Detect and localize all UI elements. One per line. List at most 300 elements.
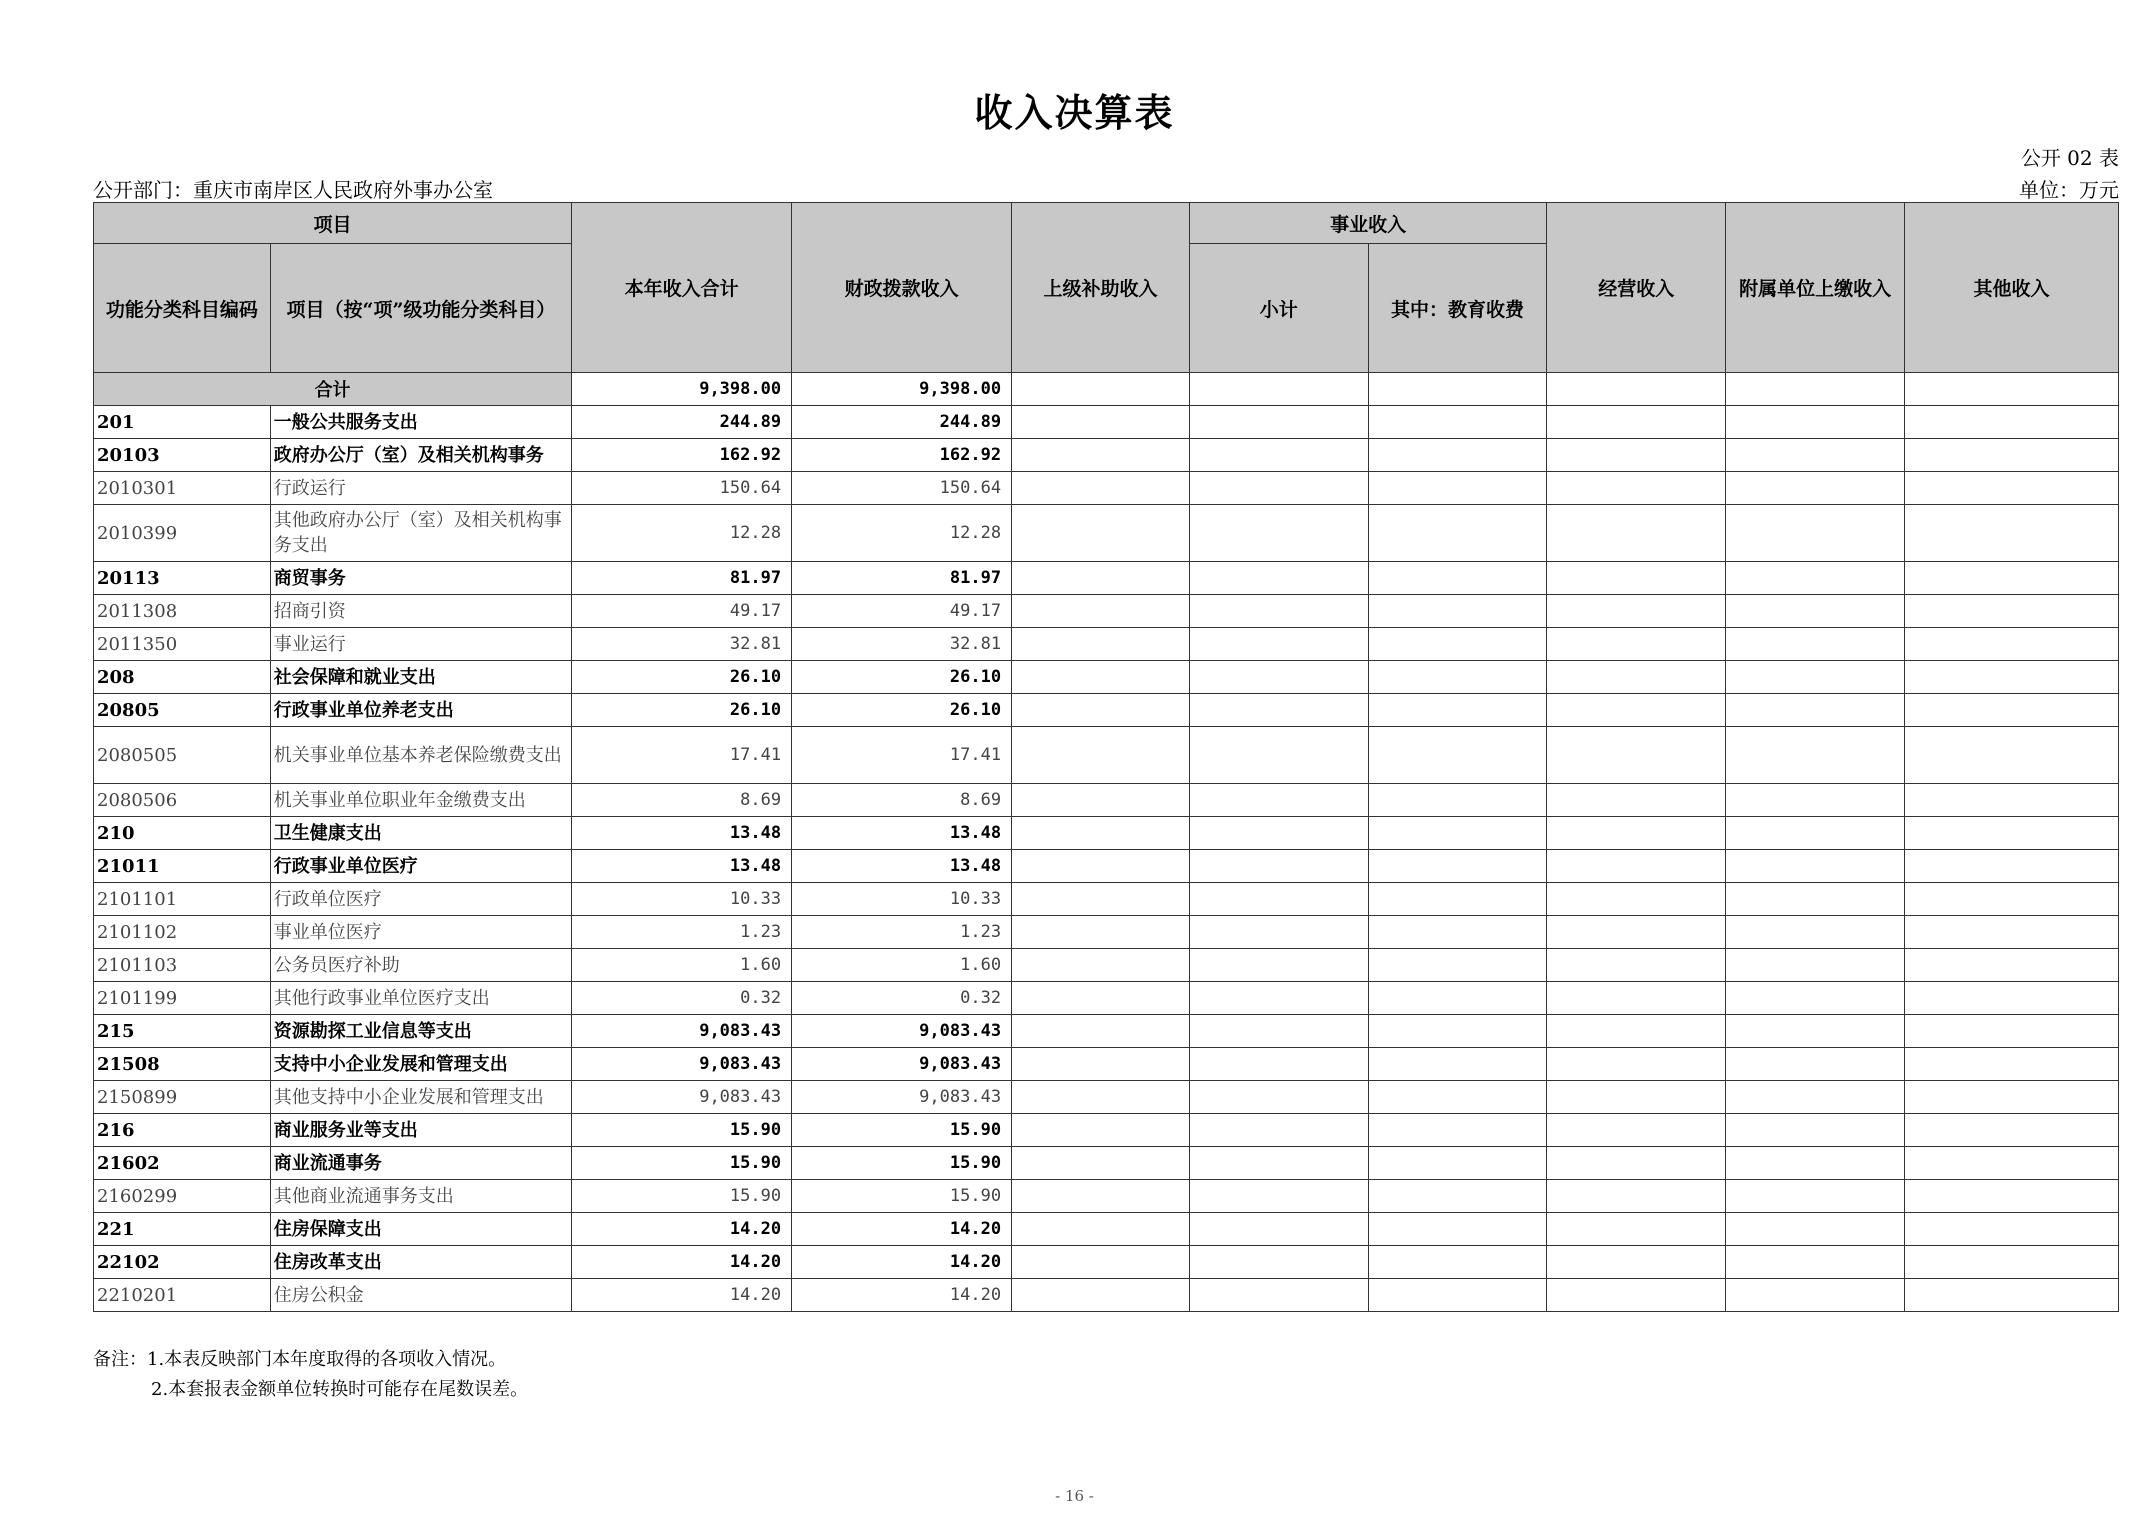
subtotal-cell xyxy=(1189,1180,1368,1213)
table-row xyxy=(94,982,2119,1015)
subtotal-cell xyxy=(1189,727,1368,784)
operating-cell xyxy=(1547,883,1726,916)
other-cell xyxy=(1904,562,2118,595)
table-row xyxy=(94,1147,2119,1180)
operating-cell xyxy=(1547,1015,1726,1048)
edu-cell xyxy=(1368,1048,1547,1081)
item-name-cell: 住房改革支出 xyxy=(270,1246,571,1279)
code-cell: 208 xyxy=(94,661,271,694)
edu-cell xyxy=(1368,595,1547,628)
edu-cell xyxy=(1368,784,1547,817)
table-row xyxy=(94,505,2119,562)
subtotal-cell xyxy=(1189,949,1368,982)
item-name-cell: 商业流通事务 xyxy=(270,1147,571,1180)
other-cell xyxy=(1904,982,2118,1015)
affiliated-cell xyxy=(1726,883,1905,916)
affiliated-cell xyxy=(1726,817,1905,850)
affiliated-cell xyxy=(1726,694,1905,727)
table-row xyxy=(94,784,2119,817)
total-income-cell: 15.90 xyxy=(572,1180,792,1213)
table-row xyxy=(94,406,2119,439)
operating-cell xyxy=(1547,661,1726,694)
affiliated-cell xyxy=(1726,982,1905,1015)
item-name-cell: 住房保障支出 xyxy=(270,1213,571,1246)
fiscal-cell: 17.41 xyxy=(792,727,1012,784)
superior-cell xyxy=(1012,1048,1190,1081)
other-cell xyxy=(1904,850,2118,883)
item-name-cell: 行政运行 xyxy=(270,472,571,505)
total-label: 合计 xyxy=(94,373,572,406)
fiscal-cell: 9,083.43 xyxy=(792,1015,1012,1048)
code-cell: 2101103 xyxy=(94,949,271,982)
item-name-cell: 其他支持中小企业发展和管理支出 xyxy=(270,1081,571,1114)
operating-cell xyxy=(1547,1279,1726,1312)
superior-cell xyxy=(1012,727,1190,784)
edu-cell xyxy=(1368,1180,1547,1213)
superior-cell xyxy=(1012,505,1190,562)
superior-cell xyxy=(1012,784,1190,817)
header-code: 功能分类科目编码 xyxy=(94,244,271,373)
fiscal-cell: 13.48 xyxy=(792,817,1012,850)
item-name-cell: 政府办公厅（室）及相关机构事务 xyxy=(270,439,571,472)
edu-cell xyxy=(1368,817,1547,850)
header-affiliated: 附属单位上缴收入 xyxy=(1726,203,1905,373)
edu-cell xyxy=(1368,661,1547,694)
page-title: 收入决算表 xyxy=(974,90,1175,135)
affiliated-cell xyxy=(1726,1213,1905,1246)
superior-cell xyxy=(1012,883,1190,916)
table-row xyxy=(94,628,2119,661)
affiliated-cell xyxy=(1726,1114,1905,1147)
total-income-cell: 244.89 xyxy=(572,406,792,439)
affiliated-cell xyxy=(1726,1147,1905,1180)
other-cell xyxy=(1904,1213,2118,1246)
operating-cell xyxy=(1547,694,1726,727)
subtotal-cell xyxy=(1189,562,1368,595)
item-name-cell: 商业服务业等支出 xyxy=(270,1114,571,1147)
item-name-cell: 机关事业单位职业年金缴费支出 xyxy=(270,784,571,817)
table-row xyxy=(94,1246,2119,1279)
income-table xyxy=(93,202,2119,1312)
superior-cell xyxy=(1012,1015,1190,1048)
superior-cell xyxy=(1012,694,1190,727)
edu-cell xyxy=(1368,1114,1547,1147)
code-cell: 21508 xyxy=(94,1048,271,1081)
operating-cell xyxy=(1547,1114,1726,1147)
other-cell xyxy=(1904,661,2118,694)
other-cell xyxy=(1904,1147,2118,1180)
total-income-cell: 1.60 xyxy=(572,949,792,982)
subtotal-cell xyxy=(1189,817,1368,850)
affiliated-cell xyxy=(1726,1246,1905,1279)
fiscal-cell: 8.69 xyxy=(792,784,1012,817)
operating-cell xyxy=(1547,406,1726,439)
edu-cell xyxy=(1368,694,1547,727)
total-income-cell: 13.48 xyxy=(572,850,792,883)
code-cell: 2101199 xyxy=(94,982,271,1015)
other-cell xyxy=(1904,784,2118,817)
edu-cell xyxy=(1368,1279,1547,1312)
item-name-cell: 行政事业单位医疗 xyxy=(270,850,571,883)
subtotal-cell xyxy=(1189,1213,1368,1246)
subtotal-cell xyxy=(1189,505,1368,562)
edu-cell xyxy=(1368,1147,1547,1180)
superior-cell xyxy=(1012,1279,1190,1312)
total-income-cell: 15.90 xyxy=(572,1147,792,1180)
affiliated-cell xyxy=(1726,1048,1905,1081)
code-cell: 221 xyxy=(94,1213,271,1246)
fiscal-cell: 15.90 xyxy=(792,1114,1012,1147)
edu-cell xyxy=(1368,982,1547,1015)
subtotal-cell xyxy=(1189,595,1368,628)
fiscal-cell: 10.33 xyxy=(792,883,1012,916)
affiliated-cell xyxy=(1726,562,1905,595)
total-income-cell: 32.81 xyxy=(572,628,792,661)
subtotal-cell xyxy=(1189,916,1368,949)
note-1: 备注：1.本表反映部门本年度取得的各项收入情况。 xyxy=(93,1349,507,1370)
affiliated-cell xyxy=(1726,850,1905,883)
operating-cell xyxy=(1547,505,1726,562)
superior-cell xyxy=(1012,1246,1190,1279)
fiscal-cell: 150.64 xyxy=(792,472,1012,505)
total-income-cell: 9,083.43 xyxy=(572,1048,792,1081)
affiliated-cell xyxy=(1726,628,1905,661)
other-cell xyxy=(1904,949,2118,982)
edu-cell xyxy=(1368,406,1547,439)
code-cell: 20103 xyxy=(94,439,271,472)
item-name-cell: 其他行政事业单位医疗支出 xyxy=(270,982,571,1015)
edu-cell xyxy=(1368,1246,1547,1279)
edu-cell xyxy=(1368,472,1547,505)
edu-cell xyxy=(1368,628,1547,661)
affiliated-cell xyxy=(1726,949,1905,982)
code-cell: 201 xyxy=(94,406,271,439)
header-other: 其他收入 xyxy=(1904,203,2118,373)
operating-cell xyxy=(1547,439,1726,472)
subtotal-cell xyxy=(1189,850,1368,883)
total-income-cell: 0.32 xyxy=(572,982,792,1015)
item-name-cell: 行政单位医疗 xyxy=(270,883,571,916)
item-name-cell: 招商引资 xyxy=(270,595,571,628)
edu-cell xyxy=(1368,505,1547,562)
fiscal-cell: 1.60 xyxy=(792,949,1012,982)
superior-cell xyxy=(1012,562,1190,595)
table-row xyxy=(94,1279,2119,1312)
affiliated-cell xyxy=(1726,505,1905,562)
edu-cell xyxy=(1368,562,1547,595)
code-cell: 2101101 xyxy=(94,883,271,916)
code-cell: 210 xyxy=(94,817,271,850)
affiliated-cell xyxy=(1726,406,1905,439)
table-row xyxy=(94,562,2119,595)
notes xyxy=(93,1345,528,1405)
subtotal-cell xyxy=(1189,1081,1368,1114)
operating-cell xyxy=(1547,916,1726,949)
operating-cell xyxy=(1547,472,1726,505)
total-income-cell: 81.97 xyxy=(572,562,792,595)
total-income-cell: 10.33 xyxy=(572,883,792,916)
subtotal-cell xyxy=(1189,1246,1368,1279)
subtotal-cell xyxy=(1189,1279,1368,1312)
superior-cell xyxy=(1012,1081,1190,1114)
item-name-cell: 社会保障和就业支出 xyxy=(270,661,571,694)
code-cell: 2080505 xyxy=(94,727,271,784)
other-cell xyxy=(1904,439,2118,472)
edu-cell xyxy=(1368,439,1547,472)
empty-cell xyxy=(1012,373,1190,406)
total-income-cell: 49.17 xyxy=(572,595,792,628)
total-income-cell: 13.48 xyxy=(572,817,792,850)
code-cell: 21011 xyxy=(94,850,271,883)
superior-cell xyxy=(1012,628,1190,661)
fiscal-cell: 49.17 xyxy=(792,595,1012,628)
other-cell xyxy=(1904,1279,2118,1312)
operating-cell xyxy=(1547,1147,1726,1180)
subtotal-cell xyxy=(1189,1147,1368,1180)
total-income-cell: 12.28 xyxy=(572,505,792,562)
item-name-cell: 卫生健康支出 xyxy=(270,817,571,850)
code-cell: 2210201 xyxy=(94,1279,271,1312)
table-row xyxy=(94,1015,2119,1048)
other-cell xyxy=(1904,472,2118,505)
superior-cell xyxy=(1012,595,1190,628)
header-item: 项目 xyxy=(94,203,572,244)
other-cell xyxy=(1904,1015,2118,1048)
superior-cell xyxy=(1012,916,1190,949)
superior-cell xyxy=(1012,1213,1190,1246)
subtotal-cell xyxy=(1189,1048,1368,1081)
code-cell: 2010301 xyxy=(94,472,271,505)
other-cell xyxy=(1904,505,2118,562)
affiliated-cell xyxy=(1726,472,1905,505)
other-cell xyxy=(1904,406,2118,439)
operating-cell xyxy=(1547,562,1726,595)
affiliated-cell xyxy=(1726,661,1905,694)
code-cell: 215 xyxy=(94,1015,271,1048)
subtotal-cell xyxy=(1189,661,1368,694)
other-cell xyxy=(1904,883,2118,916)
table-row xyxy=(94,1048,2119,1081)
subtotal-cell xyxy=(1189,628,1368,661)
other-cell xyxy=(1904,1114,2118,1147)
item-name-cell: 商贸事务 xyxy=(270,562,571,595)
other-cell xyxy=(1904,817,2118,850)
superior-cell xyxy=(1012,439,1190,472)
edu-cell xyxy=(1368,1015,1547,1048)
other-cell xyxy=(1904,628,2118,661)
superior-cell xyxy=(1012,406,1190,439)
affiliated-cell xyxy=(1726,1180,1905,1213)
item-name-cell: 一般公共服务支出 xyxy=(270,406,571,439)
total-income-cell: 1.23 xyxy=(572,916,792,949)
superior-cell xyxy=(1012,661,1190,694)
item-name-cell: 公务员医疗补助 xyxy=(270,949,571,982)
header-business: 事业收入 xyxy=(1189,203,1547,244)
superior-cell xyxy=(1012,817,1190,850)
item-name-cell: 事业运行 xyxy=(270,628,571,661)
total-income-cell: 14.20 xyxy=(572,1279,792,1312)
other-cell xyxy=(1904,1246,2118,1279)
operating-cell xyxy=(1547,949,1726,982)
item-name-cell: 支持中小企业发展和管理支出 xyxy=(270,1048,571,1081)
table-row xyxy=(94,439,2119,472)
fiscal-cell: 32.81 xyxy=(792,628,1012,661)
department-label: 公开部门：重庆市南岸区人民政府外事办公室 xyxy=(93,178,493,202)
total-fiscal-cell: 9,398.00 xyxy=(792,373,1012,406)
affiliated-cell xyxy=(1726,595,1905,628)
superior-cell xyxy=(1012,472,1190,505)
subtotal-cell xyxy=(1189,472,1368,505)
edu-cell xyxy=(1368,1081,1547,1114)
header-item-name: 项目（按“项”级功能分类科目） xyxy=(270,244,571,373)
subtotal-cell xyxy=(1189,694,1368,727)
operating-cell xyxy=(1547,784,1726,817)
page-number: - 16 - xyxy=(1055,1487,1094,1505)
other-cell xyxy=(1904,727,2118,784)
item-name-cell: 行政事业单位养老支出 xyxy=(270,694,571,727)
total-income-cell: 8.69 xyxy=(572,784,792,817)
other-cell xyxy=(1904,1081,2118,1114)
fiscal-cell: 13.48 xyxy=(792,850,1012,883)
total-income-cell: 26.10 xyxy=(572,661,792,694)
empty-cell xyxy=(1726,373,1905,406)
operating-cell xyxy=(1547,595,1726,628)
empty-cell xyxy=(1368,373,1547,406)
fiscal-cell: 14.20 xyxy=(792,1213,1012,1246)
header-total-income: 本年收入合计 xyxy=(572,203,792,373)
fiscal-cell: 244.89 xyxy=(792,406,1012,439)
item-name-cell: 事业单位医疗 xyxy=(270,916,571,949)
edu-cell xyxy=(1368,949,1547,982)
fiscal-cell: 15.90 xyxy=(792,1147,1012,1180)
other-cell xyxy=(1904,1180,2118,1213)
affiliated-cell xyxy=(1726,727,1905,784)
form-number: 公开 02 表 xyxy=(2020,146,2119,170)
fiscal-cell: 0.32 xyxy=(792,982,1012,1015)
affiliated-cell xyxy=(1726,916,1905,949)
table-row xyxy=(94,949,2119,982)
subtotal-cell xyxy=(1189,1114,1368,1147)
empty-cell xyxy=(1189,373,1368,406)
fiscal-cell: 1.23 xyxy=(792,916,1012,949)
item-name-cell: 资源勘探工业信息等支出 xyxy=(270,1015,571,1048)
affiliated-cell xyxy=(1726,1015,1905,1048)
subtotal-cell xyxy=(1189,406,1368,439)
superior-cell xyxy=(1012,1114,1190,1147)
code-cell: 2080506 xyxy=(94,784,271,817)
superior-cell xyxy=(1012,982,1190,1015)
total-row xyxy=(94,373,2119,406)
code-cell: 20805 xyxy=(94,694,271,727)
table-row xyxy=(94,661,2119,694)
operating-cell xyxy=(1547,1048,1726,1081)
operating-cell xyxy=(1547,850,1726,883)
code-cell: 2101102 xyxy=(94,916,271,949)
table-row xyxy=(94,1114,2119,1147)
edu-cell xyxy=(1368,727,1547,784)
fiscal-cell: 81.97 xyxy=(792,562,1012,595)
total-income-cell: 9,083.43 xyxy=(572,1081,792,1114)
edu-cell xyxy=(1368,883,1547,916)
subtotal-cell xyxy=(1189,439,1368,472)
table-row xyxy=(94,694,2119,727)
header-fiscal: 财政拨款收入 xyxy=(792,203,1012,373)
empty-cell xyxy=(1547,373,1726,406)
fiscal-cell: 162.92 xyxy=(792,439,1012,472)
other-cell xyxy=(1904,595,2118,628)
fiscal-cell: 9,083.43 xyxy=(792,1081,1012,1114)
total-income-cell: 9,398.00 xyxy=(572,373,792,406)
total-income-cell: 9,083.43 xyxy=(572,1015,792,1048)
code-cell: 21602 xyxy=(94,1147,271,1180)
table-row xyxy=(94,472,2119,505)
affiliated-cell xyxy=(1726,439,1905,472)
other-cell xyxy=(1904,916,2118,949)
code-cell: 2150899 xyxy=(94,1081,271,1114)
empty-cell xyxy=(1904,373,2118,406)
operating-cell xyxy=(1547,817,1726,850)
total-income-cell: 15.90 xyxy=(572,1114,792,1147)
table-row xyxy=(94,1213,2119,1246)
fiscal-cell: 15.90 xyxy=(792,1180,1012,1213)
edu-cell xyxy=(1368,1213,1547,1246)
total-income-cell: 14.20 xyxy=(572,1246,792,1279)
code-cell: 216 xyxy=(94,1114,271,1147)
fiscal-cell: 26.10 xyxy=(792,661,1012,694)
code-cell: 2010399 xyxy=(94,505,271,562)
operating-cell xyxy=(1547,1213,1726,1246)
operating-cell xyxy=(1547,1180,1726,1213)
fiscal-cell: 14.20 xyxy=(792,1246,1012,1279)
table-row xyxy=(94,1180,2119,1213)
total-income-cell: 17.41 xyxy=(572,727,792,784)
operating-cell xyxy=(1547,1246,1726,1279)
item-name-cell: 其他政府办公厅（室）及相关机构事务支出 xyxy=(270,505,571,562)
unit-label: 单位：万元 xyxy=(2019,178,2119,202)
fiscal-cell: 9,083.43 xyxy=(792,1048,1012,1081)
table-row xyxy=(94,727,2119,784)
fiscal-cell: 14.20 xyxy=(792,1279,1012,1312)
total-income-cell: 150.64 xyxy=(572,472,792,505)
total-income-cell: 162.92 xyxy=(572,439,792,472)
code-cell: 2160299 xyxy=(94,1180,271,1213)
affiliated-cell xyxy=(1726,784,1905,817)
subtotal-cell xyxy=(1189,1015,1368,1048)
table-row xyxy=(94,1081,2119,1114)
affiliated-cell xyxy=(1726,1279,1905,1312)
affiliated-cell xyxy=(1726,1081,1905,1114)
operating-cell xyxy=(1547,1081,1726,1114)
total-income-cell: 14.20 xyxy=(572,1213,792,1246)
header-subtotal: 小计 xyxy=(1189,244,1368,373)
header-operating: 经营收入 xyxy=(1547,203,1726,373)
note-2: 2.本套报表金额单位转换时可能存在尾数误差。 xyxy=(151,1379,529,1400)
superior-cell xyxy=(1012,1180,1190,1213)
operating-cell xyxy=(1547,727,1726,784)
fiscal-cell: 12.28 xyxy=(792,505,1012,562)
table-row xyxy=(94,850,2119,883)
table-row xyxy=(94,916,2119,949)
superior-cell xyxy=(1012,850,1190,883)
item-name-cell: 其他商业流通事务支出 xyxy=(270,1180,571,1213)
superior-cell xyxy=(1012,1147,1190,1180)
header-superior: 上级补助收入 xyxy=(1012,203,1190,373)
table-row xyxy=(94,817,2119,850)
table-row xyxy=(94,883,2119,916)
header-edu: 其中：教育收费 xyxy=(1368,244,1547,373)
subtotal-cell xyxy=(1189,982,1368,1015)
table-row xyxy=(94,595,2119,628)
